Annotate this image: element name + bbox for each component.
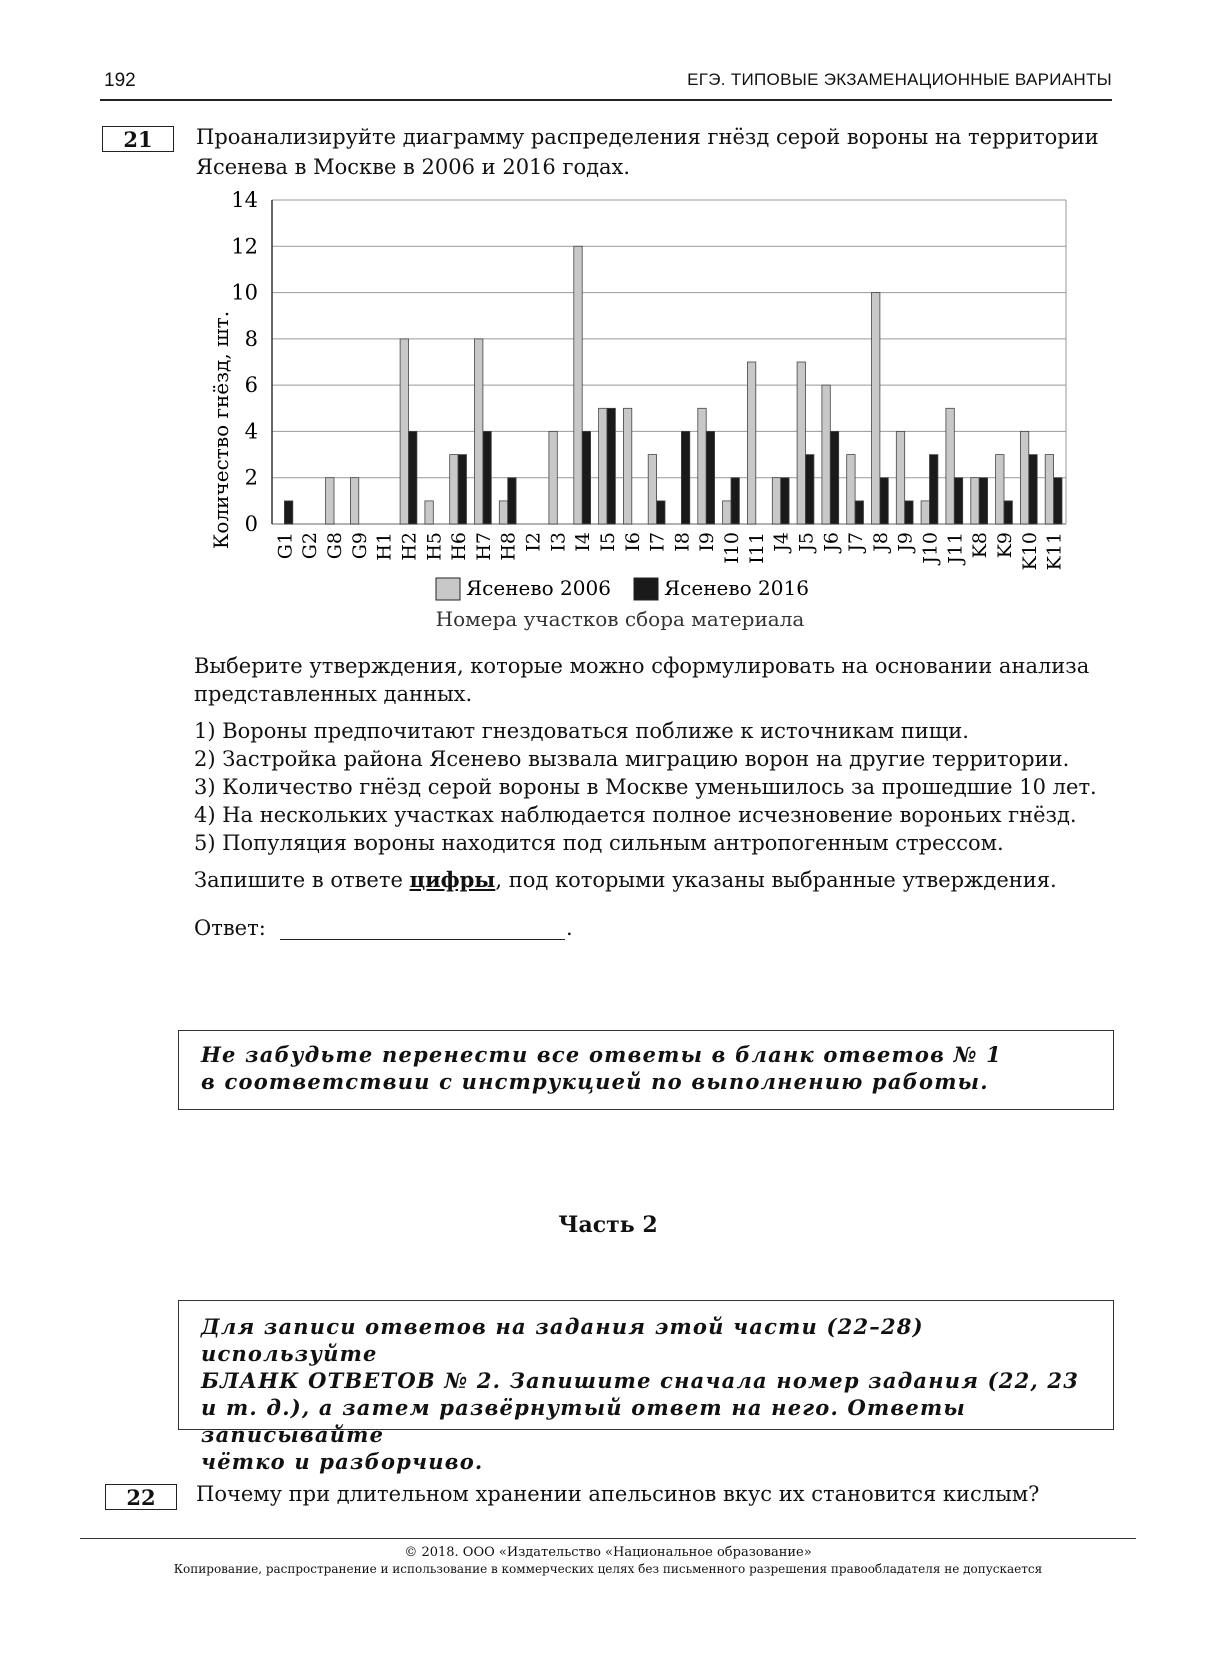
y-tick-8: 8 (244, 326, 258, 351)
bar-H6-2006 (450, 455, 458, 524)
page-number: 192 (104, 70, 136, 91)
y-tick-4: 4 (244, 419, 258, 444)
bar-H7-2006 (475, 339, 483, 524)
y-tick-6: 6 (244, 373, 258, 398)
x-tick-H8: H8 (497, 532, 520, 561)
bar-G9-2006 (350, 478, 358, 524)
bar-I10-2006 (723, 501, 731, 524)
part-2-title: Часть 2 (558, 1212, 658, 1238)
bar-G1-2016 (284, 501, 292, 524)
x-tick-I11: I11 (745, 532, 768, 564)
part-2-instruction-line-2: БЛАНК ОТВЕТОВ № 2. Запишите сначала номер задания (22, 23 (201, 1368, 1080, 1393)
option-5: 5) Популяция вороны находится под сильным антропогенным стрессом. (194, 831, 1004, 855)
x-tick-I3: I3 (547, 532, 570, 552)
legend-label-2006: Ясенево 2006 (466, 576, 611, 600)
footer-copy-notice: Копирование, распространение и использование в коммерческих целях без письменного разрешения правообладателя не допускается (173, 1562, 1043, 1576)
x-tick-I8: I8 (671, 532, 694, 552)
x-tick-H2: H2 (398, 532, 421, 561)
y-axis-label: Количество гнёзд, шт. (209, 310, 233, 550)
bar-J5-2016 (806, 455, 814, 524)
bar-K11-2016 (1054, 478, 1062, 524)
instruction-line-1: Выберите утверждения, которые можно сформулировать на основании анализа (194, 654, 1090, 678)
bar-J8-2006 (872, 293, 880, 524)
x-axis-label: Номера участков сбора материала (435, 607, 805, 631)
bar-I7-2016 (657, 501, 665, 524)
answer-period: . (566, 916, 573, 940)
x-tick-H7: H7 (472, 532, 495, 561)
task-22-number-box: 22 (105, 1484, 177, 1510)
part-2-instruction-line-4: чётко и разборчиво. (201, 1449, 484, 1474)
x-tick-J6: J6 (820, 532, 843, 552)
y-tick-labels (231, 190, 258, 536)
bar-I6-2006 (623, 408, 631, 524)
bar-K9-2016 (1004, 501, 1012, 524)
part-2-instructions (178, 1300, 1114, 1474)
x-tick-J8: J8 (869, 532, 892, 552)
bar-J6-2006 (822, 385, 830, 524)
x-tick-H6: H6 (448, 532, 471, 561)
bar-J6-2016 (830, 431, 838, 524)
bar-I4-2006 (574, 246, 582, 524)
x-tick-I2: I2 (522, 532, 545, 552)
part-2-instruction-line-1: Для записи ответов на задания этой части (22–28) используйте (201, 1314, 924, 1366)
bar-J4-2006 (772, 478, 780, 524)
x-tick-J4: J4 (770, 532, 793, 552)
footer-rule (80, 1538, 1136, 1539)
answer-line[interactable] (280, 939, 565, 940)
x-tick-J10: J10 (919, 532, 942, 564)
bar-J7-2016 (855, 501, 863, 524)
x-tick-K9: K9 (994, 532, 1016, 559)
bar-I5-2006 (599, 408, 607, 524)
x-tick-I7: I7 (646, 532, 669, 552)
x-tick-J9: J9 (894, 532, 917, 552)
x-tick-J5: J5 (795, 532, 818, 552)
header-rule (100, 99, 1112, 101)
bar-I3-2006 (549, 431, 557, 524)
y-tick-12: 12 (231, 234, 258, 259)
x-tick-I10: I10 (721, 532, 743, 564)
x-tick-J11: J11 (944, 532, 967, 564)
answer-label: Ответ: (194, 916, 266, 940)
bar-K10-2016 (1029, 455, 1037, 524)
notice-1-line-1: Не забудьте перенести все ответы в бланк ответов № 1 (201, 1042, 1002, 1067)
y-tick-0: 0 (244, 512, 258, 536)
option-1: 1) Вороны предпочитают гнездоваться поближе к источникам пищи. (194, 719, 969, 743)
y-tick-2: 2 (244, 465, 258, 490)
bar-H7-2016 (483, 431, 491, 524)
bar-J5-2006 (797, 362, 805, 524)
bar-I4-2016 (582, 431, 590, 524)
option-2: 2) Застройка района Ясенево вызвала миграцию ворон на другие территории. (194, 747, 1070, 771)
x-tick-H5: H5 (423, 532, 446, 561)
bar-I10-2016 (731, 478, 739, 524)
bar-I11-2006 (747, 362, 755, 524)
bar-H2-2006 (400, 339, 408, 524)
x-tick-I9: I9 (696, 532, 719, 552)
option-3: 3) Количество гнёзд серой вороны в Москве уменьшилось за прошедшие 10 лет. (194, 775, 1097, 799)
x-tick-K10: K10 (1018, 532, 1041, 571)
write-instruction-emphasis: цифры (409, 867, 496, 892)
y-tick-10: 10 (231, 280, 258, 305)
bar-I7-2006 (648, 455, 656, 524)
option-4: 4) На нескольких участках наблюдается полное исчезновение вороньих гнёзд. (194, 803, 1077, 827)
bar-J9-2006 (896, 431, 904, 524)
bar-J4-2016 (781, 478, 789, 524)
bar-H8-2006 (499, 501, 507, 524)
x-tick-G2: G2 (299, 532, 322, 560)
bar-H5-2006 (425, 501, 433, 524)
notice-1-line-2: в соответствии с инструкцией по выполнению работы. (201, 1069, 989, 1094)
bar-I9-2006 (698, 408, 706, 524)
bar-H6-2016 (458, 455, 466, 524)
x-tick-H1: H1 (373, 532, 396, 561)
x-tick-labels (274, 532, 1065, 570)
x-tick-G8: G8 (324, 532, 346, 560)
nest-distribution-chart (200, 190, 1080, 650)
legend-label-2016: Ясенево 2016 (664, 576, 809, 600)
bar-G8-2006 (326, 478, 334, 524)
x-tick-I5: I5 (597, 532, 619, 552)
write-instruction-prefix: Запишите в ответе (194, 868, 410, 892)
task-22-question: Почему при длительном хранении апельсинов вкус их становится кислым? (196, 1482, 1040, 1506)
bar-K9-2006 (996, 455, 1004, 524)
bar-H8-2016 (508, 478, 516, 524)
y-tick-14: 14 (231, 190, 258, 212)
running-title: ЕГЭ. ТИПОВЫЕ ЭКЗАМЕНАЦИОННЫЕ ВАРИАНТЫ (687, 70, 1112, 89)
task-21-number-box: 21 (102, 126, 174, 152)
bar-J10-2016 (930, 455, 938, 524)
bar-I5-2016 (607, 408, 615, 524)
bar-J8-2016 (880, 478, 888, 524)
x-tick-G9: G9 (348, 532, 371, 560)
bar-I9-2016 (706, 431, 714, 524)
bar-K8-2006 (971, 478, 979, 524)
part-2-instruction-line-3: и т. д.), а затем развёрнутый ответ на него. Ответы записывайте (201, 1395, 966, 1447)
task-21-prompt-line-1: Проанализируйте диаграмму распределения гнёзд серой вороны на территории (196, 125, 1099, 149)
bar-H2-2016 (409, 431, 417, 524)
x-tick-K11: K11 (1043, 532, 1066, 571)
bar-J7-2006 (847, 455, 855, 524)
write-instruction (194, 866, 1057, 894)
x-tick-J7: J7 (845, 532, 868, 552)
bar-I8-2016 (681, 431, 689, 524)
transfer-answers-notice (178, 1030, 1114, 1110)
bar-J11-2006 (946, 408, 954, 524)
x-tick-I6: I6 (621, 532, 644, 552)
bar-K10-2006 (1020, 431, 1028, 524)
instruction-line-2: представленных данных. (194, 682, 473, 706)
write-instruction-suffix: , под которыми указаны выбранные утверждения. (495, 868, 1057, 892)
legend-swatch-2006 (436, 578, 460, 600)
legend-swatch-2016 (634, 578, 658, 600)
footer-copyright: © 2018. ООО «Издательство «Национальное образование» (404, 1545, 812, 1560)
x-tick-G1: G1 (274, 532, 297, 560)
bar-J11-2016 (954, 478, 962, 524)
bar-K8-2016 (979, 478, 987, 524)
bar-J10-2006 (921, 501, 929, 524)
x-tick-I4: I4 (572, 532, 595, 552)
bar-K11-2006 (1045, 455, 1053, 524)
x-tick-K8: K8 (969, 532, 992, 559)
task-21-prompt-line-2: Ясенева в Москве в 2006 и 2016 годах. (196, 155, 631, 179)
bar-J9-2016 (905, 501, 913, 524)
